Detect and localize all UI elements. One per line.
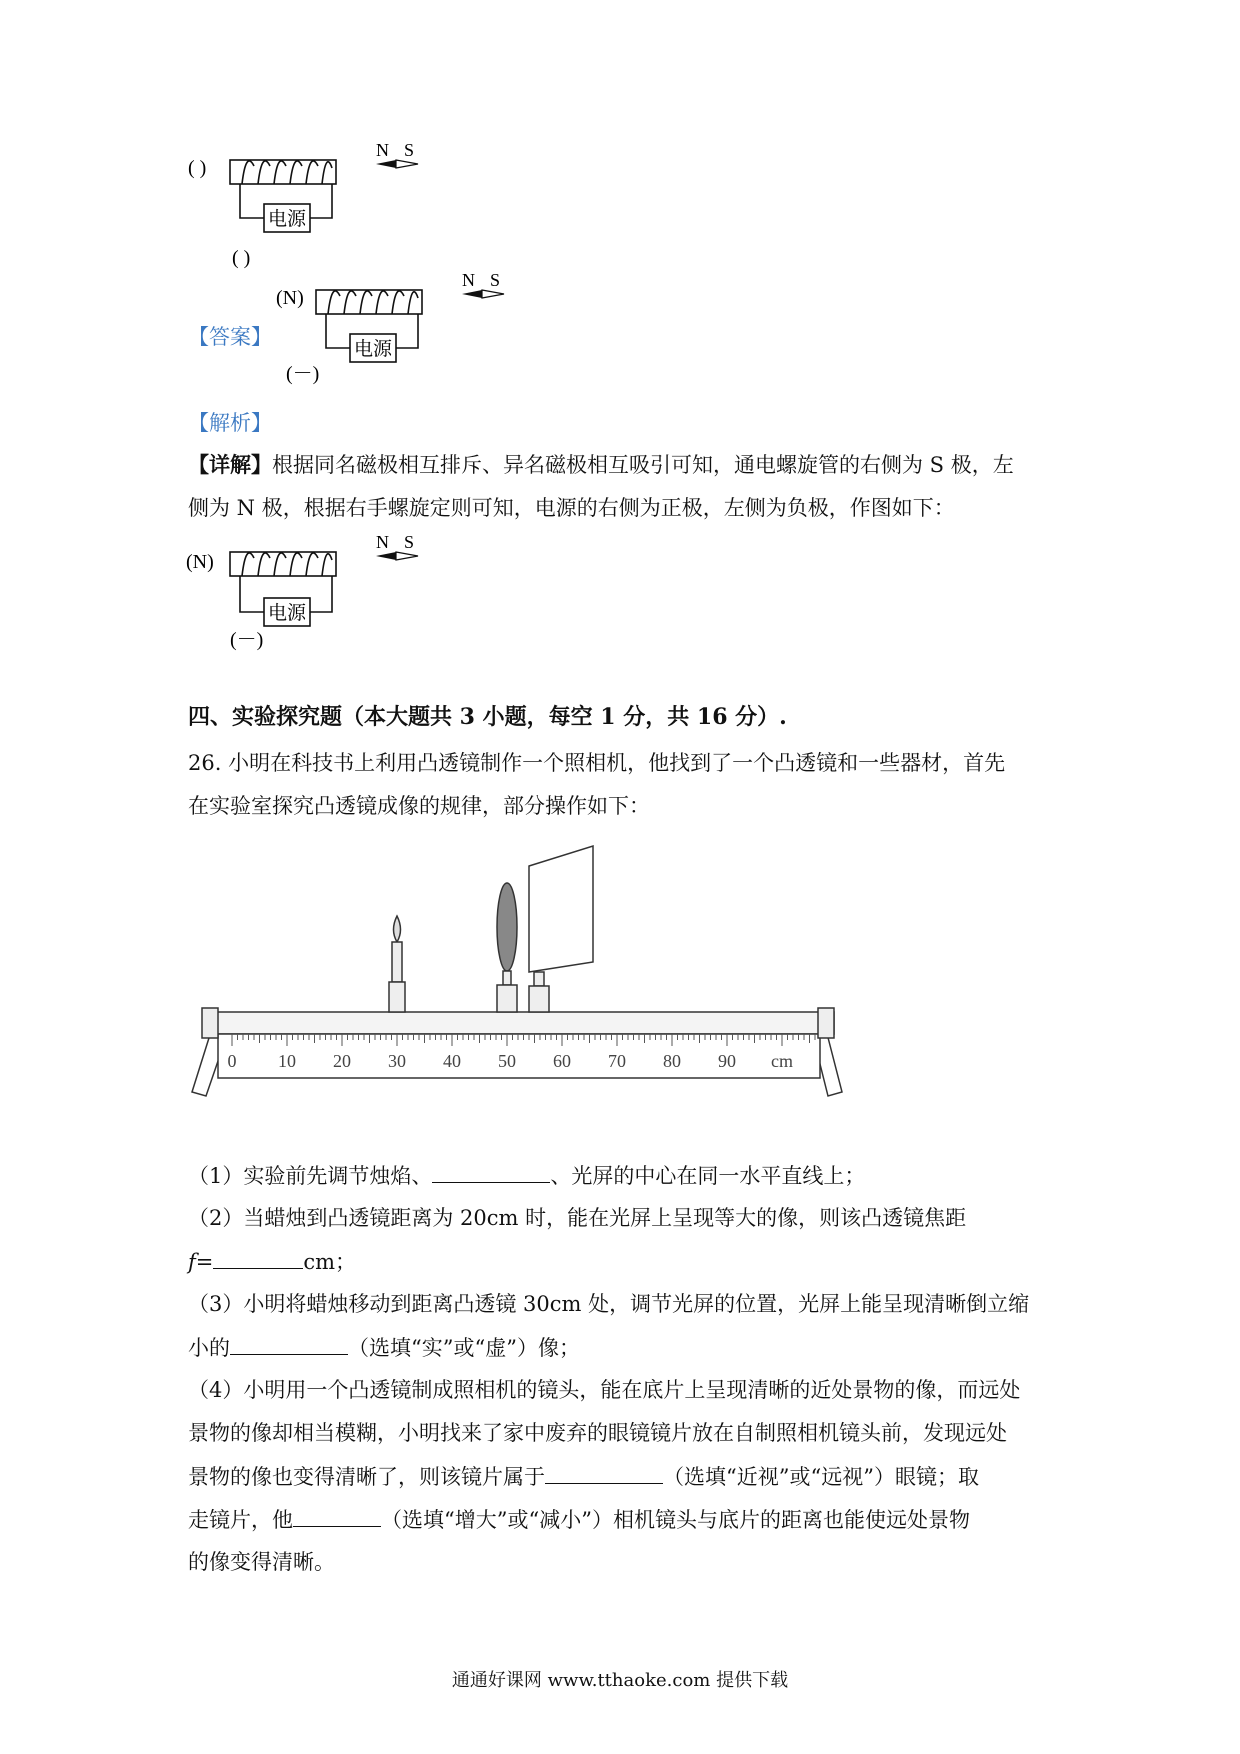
q26-part4-line-3 bbox=[188, 1461, 979, 1492]
compass-needle bbox=[376, 140, 418, 168]
q26-part4-line4-before: 走镜片，他 bbox=[188, 1508, 293, 1532]
needle-n-label: N bbox=[376, 140, 389, 160]
answer-blank-2[interactable] bbox=[213, 1246, 303, 1269]
answer-blank-1[interactable] bbox=[432, 1160, 550, 1183]
optical-bench-figure bbox=[188, 842, 858, 1112]
needle-s-label: S bbox=[404, 140, 415, 160]
tick-label-80: 80 bbox=[663, 1051, 681, 1071]
q26-intro-line-2: 在实验室探究凸透镜成像的规律，部分操作如下： bbox=[188, 794, 650, 818]
detail-tag: 【详解】 bbox=[188, 452, 272, 477]
power-source-label: 电源 bbox=[268, 603, 307, 624]
candle bbox=[389, 916, 405, 1012]
compass-needle bbox=[376, 532, 418, 560]
answer-blank-4[interactable] bbox=[545, 1461, 663, 1484]
needle-n-label: N bbox=[462, 270, 475, 290]
tick-label-40: 40 bbox=[443, 1051, 461, 1071]
q26-part4-line4-after: （选填“增大”或“减小”）相机镜头与底片的距离也能使远处景物 bbox=[381, 1508, 970, 1532]
q26-part4-line-4 bbox=[188, 1504, 970, 1535]
tick-label-30: 30 bbox=[388, 1051, 406, 1071]
q26-part3-line-2 bbox=[188, 1332, 580, 1363]
focal-length-label: f= bbox=[188, 1250, 214, 1274]
left-pole-label: (N) bbox=[276, 287, 304, 309]
left-pole-label: (N) bbox=[186, 551, 214, 573]
compass-needle bbox=[462, 270, 504, 298]
tick-label-70: 70 bbox=[608, 1051, 626, 1071]
q26-part4-text-before: 景物的像也变得清晰了，则该镜片属于 bbox=[188, 1465, 545, 1489]
power-source-label: 电源 bbox=[354, 339, 393, 360]
answer-blank-5[interactable] bbox=[293, 1504, 381, 1527]
q26-part3-line-1: （3）小明将蜡烛移动到距离凸透镜 30cm 处，调节光屏的位置，光屏上能呈现清晰倒立缩 bbox=[188, 1292, 1030, 1316]
bottom-pole-label: ( ) bbox=[232, 247, 251, 269]
q26-part1-text-before: （1）实验前先调节烛焰、 bbox=[188, 1164, 433, 1188]
q26-part4-line-2: 景物的像却相当模糊，小明找来了家中废弃的眼镜镜片放在自制照相机镜头前，发现远处 bbox=[188, 1421, 1007, 1445]
bottom-pole-label: (－) bbox=[286, 363, 320, 385]
tick-label-50: 50 bbox=[498, 1051, 516, 1071]
needle-s-label: S bbox=[490, 270, 501, 290]
q26-part3-text-after: （选填“实”或“虚”）像； bbox=[348, 1336, 580, 1360]
solenoid-figure-explanation bbox=[180, 532, 500, 657]
convex-lens bbox=[497, 883, 517, 1012]
answer-tag: 【答案】 bbox=[188, 325, 272, 349]
q26-part2-line-1: （2）当蜡烛到凸透镜距离为 20cm 时，能在光屏上呈现等大的像，则该凸透镜焦距 bbox=[188, 1206, 967, 1230]
q26-intro-line-1: 26. 小明在科技书上利用凸透镜制作一个照相机，他找到了一个凸透镜和一些器材，首先 bbox=[188, 751, 1006, 775]
detail-line-2: 侧为 N 极，根据右手螺旋定则可知，电源的右侧为正极，左侧为负极，作图如下： bbox=[188, 496, 955, 520]
section-title: 四、实验探究题（本大题共 3 小题，每空 1 分，共 16 分）. bbox=[188, 704, 787, 730]
tick-label-20: 20 bbox=[333, 1051, 351, 1071]
q26-part1-text-after: 、光屏的中心在同一水平直线上； bbox=[550, 1164, 866, 1188]
tick-label-0: 0 bbox=[227, 1051, 237, 1071]
detail-line-1 bbox=[188, 450, 1014, 480]
needle-n-label: N bbox=[376, 532, 389, 552]
solenoid-figure-question bbox=[180, 140, 500, 270]
focal-length-unit: cm； bbox=[303, 1250, 357, 1274]
tick-label-90: 90 bbox=[718, 1051, 736, 1071]
tick-label-unit: cm bbox=[771, 1051, 793, 1071]
page-footer: 通通好课网 www.tthaoke.com 提供下载 bbox=[451, 1670, 789, 1691]
q26-part4-line-5: 的像变得清晰。 bbox=[188, 1550, 335, 1574]
q26-part4-line-1: （4）小明用一个凸透镜制成照相机的镜头，能在底片上呈现清晰的近处景物的像，而远处 bbox=[188, 1378, 1021, 1402]
bottom-pole-label: (－) bbox=[230, 629, 264, 651]
q26-part3-text-before: 小的 bbox=[188, 1336, 230, 1360]
solenoid-figure-answer bbox=[272, 268, 592, 398]
q26-part2-line-2 bbox=[188, 1246, 356, 1277]
tick-label-10: 10 bbox=[278, 1051, 296, 1071]
answer-blank-3[interactable] bbox=[230, 1332, 348, 1355]
left-pole-label: ( ) bbox=[188, 157, 207, 179]
detail-text-1: 根据同名磁极相互排斥、异名磁极相互吸引可知，通电螺旋管的右侧为 S 极，左 bbox=[272, 453, 1014, 477]
analysis-tag: 【解析】 bbox=[188, 411, 272, 435]
tick-label-60: 60 bbox=[553, 1051, 571, 1071]
needle-s-label: S bbox=[404, 532, 415, 552]
power-source-label: 电源 bbox=[268, 209, 307, 230]
q26-part1 bbox=[188, 1160, 865, 1191]
light-screen bbox=[529, 846, 593, 1012]
q26-part4-text-mid: （选填“近视”或“远视”）眼镜；取 bbox=[663, 1465, 979, 1489]
